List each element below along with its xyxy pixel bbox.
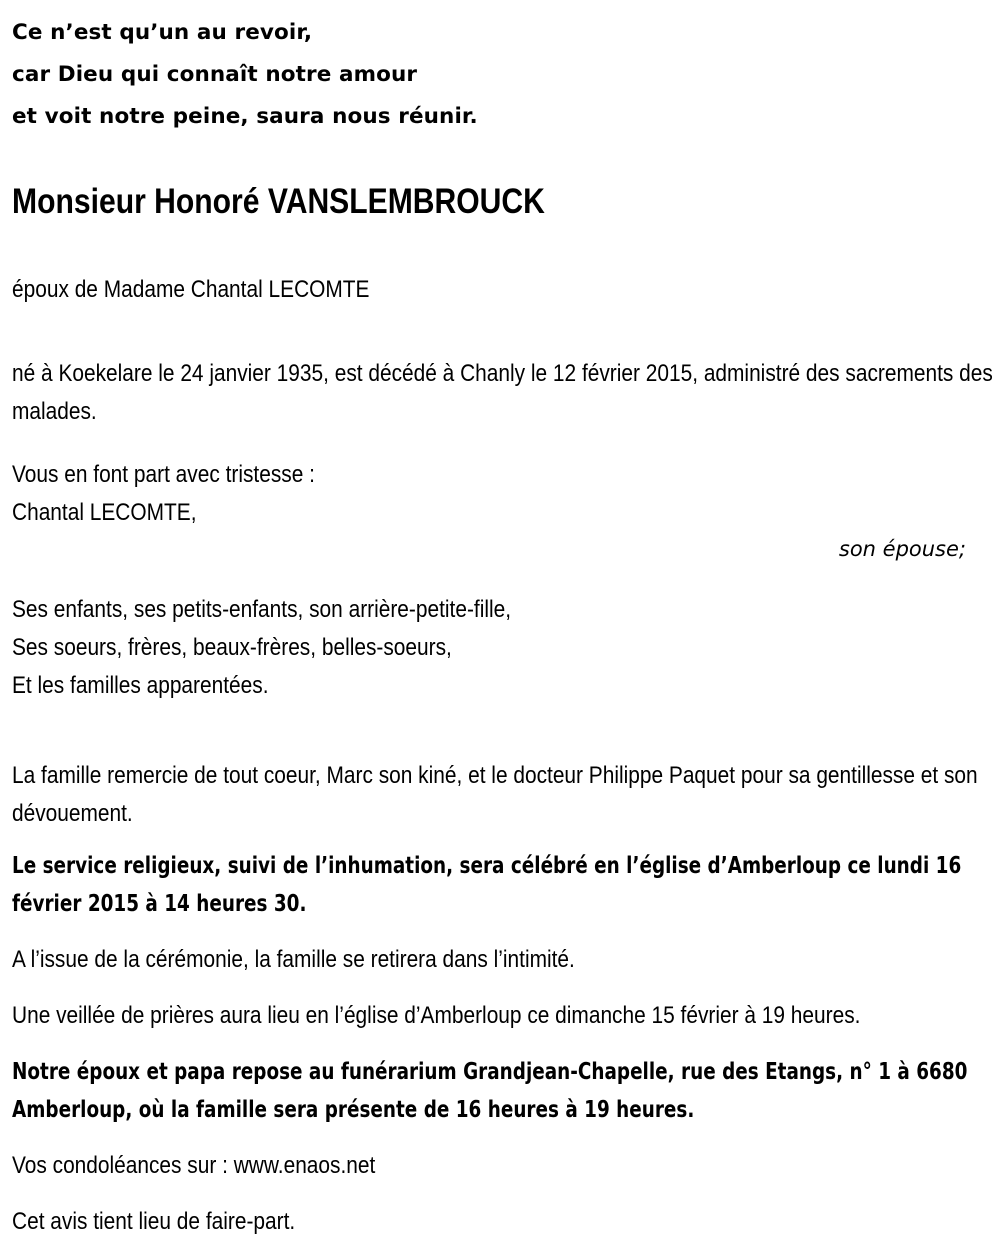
opening-verse bbox=[12, 0, 986, 138]
survivors-line-3: Et les familles apparentées. bbox=[12, 672, 269, 699]
survivors-line-2: Ses soeurs, frères, beaux-frères, belles-soeurs, bbox=[12, 634, 452, 661]
religious-service-paragraph: Le service religieux, suivi de l’inhumation, sera célébré en l’église d’Amberloup ce lundi 16 février 2015 à 14 heures 30. bbox=[12, 853, 962, 917]
deceased-name: Monsieur Honoré VANSLEMBROUCK bbox=[12, 182, 545, 221]
widow-name: Chantal LECOMTE, bbox=[12, 499, 197, 526]
thanks-paragraph: La famille remercie de tout coeur, Marc son kiné, et le docteur Philippe Paquet pour sa gentillesse et son dévouement. bbox=[12, 762, 978, 827]
birth-death-line: né à Koekelare le 24 janvier 1935, est décédé à Chanly le 12 février 2015, administré des sacrements des malades. bbox=[12, 360, 993, 425]
widow-relation: son épouse; bbox=[838, 537, 966, 561]
after-ceremony-paragraph: A l’issue de la cérémonie, la famille se retirera dans l’intimité. bbox=[12, 946, 575, 973]
vigil-paragraph: Une veillée de prières aura lieu en l’église d’Amberloup ce dimanche 15 février à 19 heures. bbox=[12, 1002, 861, 1029]
survivors-line-1: Ses enfants, ses petits-enfants, son arrière-petite-fille, bbox=[12, 596, 512, 623]
verse-line-3: et voit notre peine, saura nous réunir. bbox=[12, 104, 478, 129]
widow-relation-row bbox=[12, 532, 986, 566]
closing-line: Cet avis tient lieu de faire-part. bbox=[12, 1208, 296, 1235]
condolences-line: Vos condoléances sur : www.enaos.net bbox=[12, 1152, 376, 1179]
funeral-home-paragraph: Notre époux et papa repose au funérarium Grandjean-Chapelle, rue des Etangs, n° 1 à 6680 Amberloup, où la famille sera présente de 16 heures à 19 heures. bbox=[12, 1059, 968, 1123]
verse-line-1: Ce n’est qu’un au revoir, bbox=[12, 20, 313, 45]
spouse-of-line: époux de Madame Chantal LECOMTE bbox=[12, 276, 370, 303]
announcement-intro: Vous en font part avec tristesse : bbox=[12, 461, 315, 488]
verse-line-2: car Dieu qui connaît notre amour bbox=[12, 62, 418, 87]
